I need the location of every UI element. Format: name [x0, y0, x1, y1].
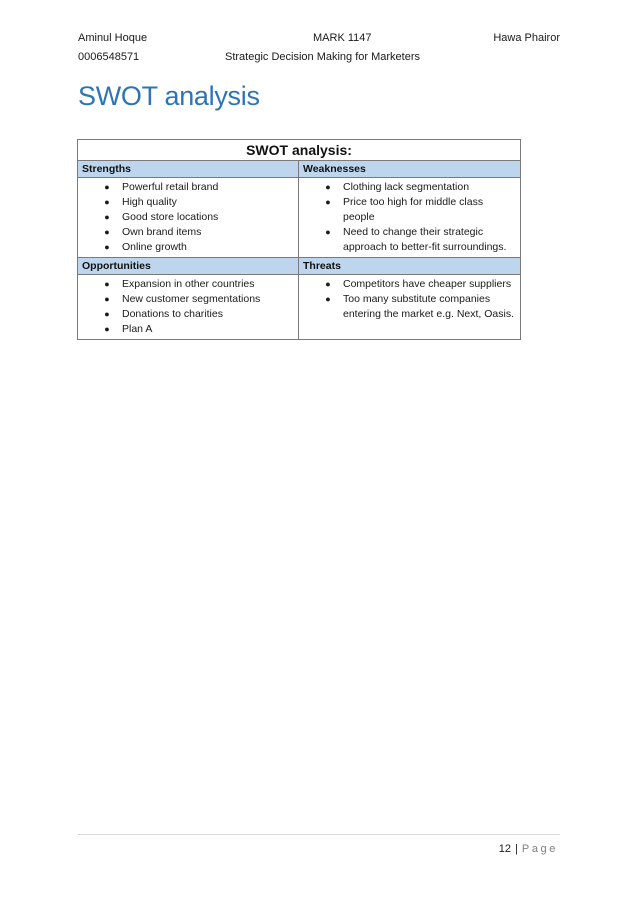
list-item: ● New customer segmentations [78, 292, 292, 307]
footer-divider [78, 834, 560, 835]
list-item: ● High quality [78, 195, 292, 210]
bullet-icon: ● [325, 279, 331, 289]
weaknesses-heading: Weaknesses [299, 161, 521, 178]
bullet-icon: ● [104, 294, 110, 304]
strengths-heading: Strengths [78, 161, 299, 178]
threats-list [299, 277, 514, 322]
section-title: SWOT analysis [78, 81, 260, 111]
header-line-1 [78, 32, 560, 45]
list-item: ● Competitors have cheaper suppliers [299, 277, 514, 292]
page-footer [499, 843, 558, 856]
bullet-icon: ● [325, 294, 331, 304]
header-student-id: 0006548571 [78, 51, 140, 63]
bullet-icon: ● [104, 324, 110, 334]
list-item: ● Own brand items [78, 225, 292, 240]
list-item: ● Expansion in other countries [78, 277, 292, 292]
page-word: Page [521, 843, 558, 855]
page-number: 12 [498, 843, 512, 855]
bullet-icon: ● [325, 197, 331, 207]
bullet-icon: ● [104, 227, 110, 237]
list-item: ● Online growth [78, 240, 292, 255]
bullet-icon: ● [104, 197, 110, 207]
header-tutor: Hawa Phairor [493, 32, 560, 44]
list-item: ● Plan A [78, 322, 292, 337]
table-caption: SWOT analysis: [78, 140, 521, 161]
weaknesses-cell [299, 178, 521, 258]
swot-table [77, 139, 521, 340]
list-item: ● Good store locations [78, 210, 292, 225]
strengths-cell [78, 178, 299, 258]
footer-separator: | [515, 843, 518, 855]
opportunities-list [78, 277, 292, 337]
bullet-icon: ● [104, 279, 110, 289]
bullet-icon: ● [104, 309, 110, 319]
list-item: ● Too many substitute companies entering the market e.g. Next, Oasis. [299, 292, 514, 322]
opportunities-heading: Opportunities [78, 258, 299, 275]
header-course-code: MARK 1147 [313, 32, 372, 44]
bullet-icon: ● [104, 212, 110, 222]
list-item: ● Need to change their strategic approach to better-fit surroundings. [299, 225, 514, 255]
header-course-name: Strategic Decision Making for Marketers [225, 51, 421, 63]
threats-heading: Threats [299, 258, 521, 275]
weaknesses-list [299, 180, 514, 255]
list-item: ● Powerful retail brand [78, 180, 292, 195]
list-item: ● Price too high for middle class people [299, 195, 514, 225]
opportunities-cell [78, 275, 299, 340]
bullet-icon: ● [325, 182, 331, 192]
bullet-icon: ● [325, 227, 331, 237]
header-line-2 [78, 51, 560, 64]
threats-cell [299, 275, 521, 340]
bullet-icon: ● [104, 182, 110, 192]
header-author: Aminul Hoque [78, 32, 148, 44]
bullet-icon: ● [104, 242, 110, 252]
strengths-list [78, 180, 292, 255]
list-item: ● Donations to charities [78, 307, 292, 322]
list-item: ● Clothing lack segmentation [299, 180, 514, 195]
